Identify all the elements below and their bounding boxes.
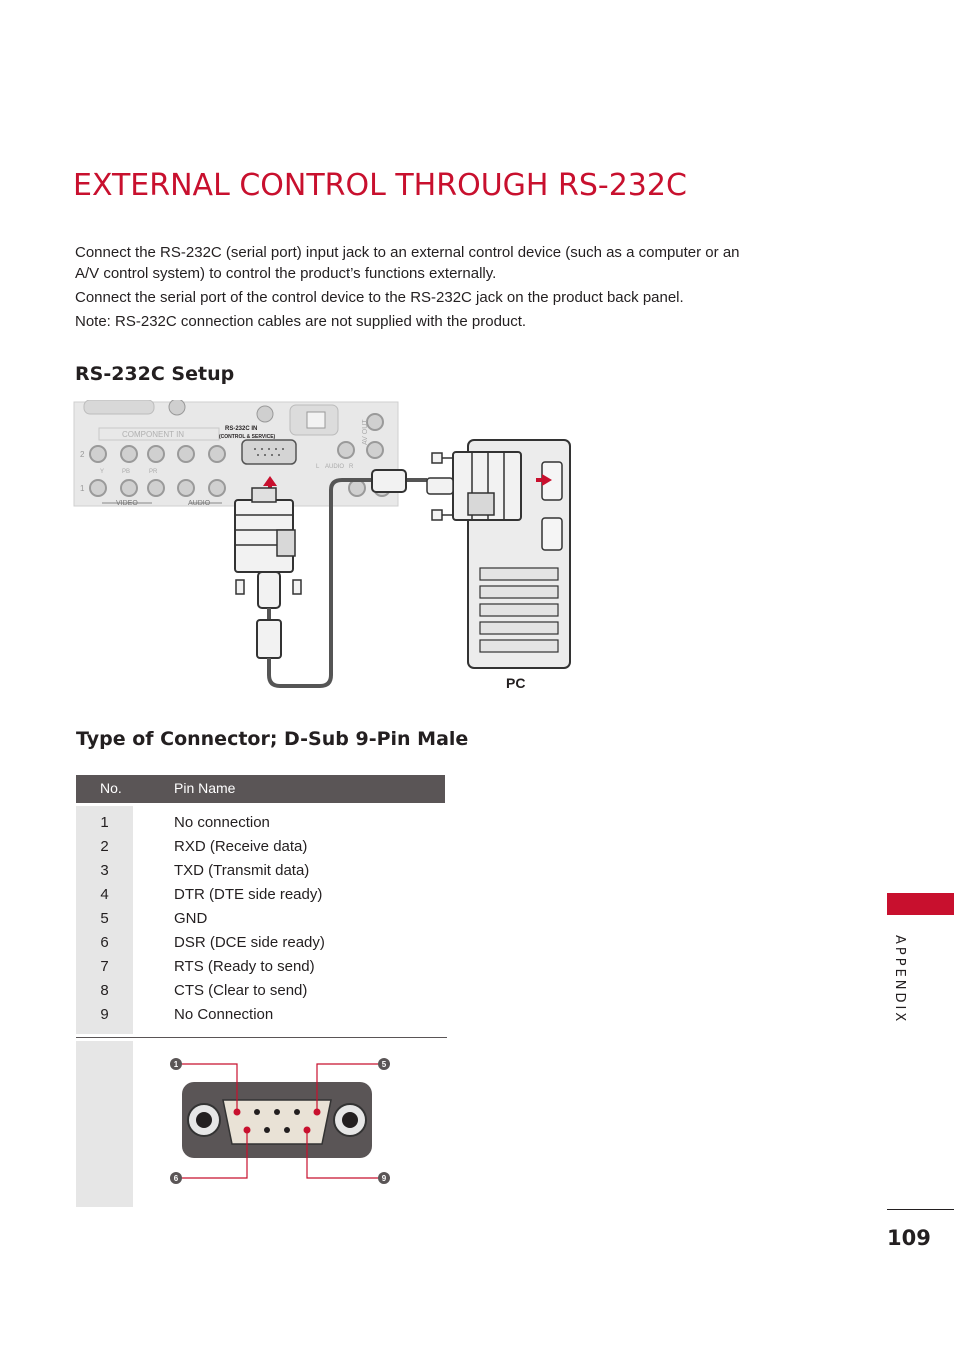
panel-connector-top bbox=[84, 400, 154, 414]
svg-text:Y: Y bbox=[100, 469, 105, 475]
page-number-rule bbox=[887, 1209, 954, 1210]
intro-paragraph-2: Connect the serial port of the control device to the RS-232C jack on the product back panel. bbox=[75, 289, 684, 306]
page-number: 109 bbox=[887, 1226, 931, 1250]
panel-jack-top-2 bbox=[257, 406, 273, 422]
svg-text:PR: PR bbox=[149, 469, 158, 475]
svg-text:VIDEO: VIDEO bbox=[116, 500, 138, 507]
svg-text:L: L bbox=[316, 464, 320, 470]
page-title: EXTERNAL CONTROL THROUGH RS-232C bbox=[73, 168, 687, 203]
pin-face bbox=[223, 1100, 331, 1144]
tv-rs232-port bbox=[242, 440, 296, 464]
intro-text bbox=[75, 242, 755, 335]
intro-paragraph-1: Connect the RS-232C (serial port) input jack to an external control device (such as a computer or an A/V control system) to control the product’s functions externally. bbox=[75, 244, 740, 282]
rs232-in-sublabel: (CONTROL & SERVICE) bbox=[219, 434, 276, 440]
pc-label: PC bbox=[506, 675, 526, 691]
svg-text:AV OUT: AV OUT bbox=[362, 419, 369, 445]
intro-paragraph-3: Note: RS-232C connection cables are not supplied with the product. bbox=[75, 313, 527, 330]
rs232-in-label: RS-232C IN bbox=[225, 426, 258, 432]
section-tab bbox=[887, 893, 954, 915]
pin-6-callout: 6 bbox=[173, 1174, 179, 1183]
svg-text:AUDIO: AUDIO bbox=[325, 464, 345, 470]
number-column-bg-2 bbox=[76, 1041, 133, 1207]
column-no-header: No. bbox=[100, 780, 122, 796]
connector-heading: Type of Connector; D-Sub 9-Pin Male bbox=[76, 728, 469, 750]
pin-table-header bbox=[76, 775, 445, 803]
pin-9-callout: 9 bbox=[381, 1174, 387, 1183]
rs232-setup-diagram bbox=[72, 400, 572, 700]
svg-text:AUDIO: AUDIO bbox=[188, 500, 211, 507]
ferrite-core bbox=[257, 620, 281, 658]
setup-heading: RS-232C Setup bbox=[75, 363, 235, 385]
component-in-label: COMPONENT IN bbox=[122, 430, 185, 439]
svg-text:R: R bbox=[349, 464, 354, 470]
svg-text:2: 2 bbox=[80, 450, 85, 459]
section-label: APPENDIX bbox=[892, 935, 907, 1025]
pin-5-callout: 5 bbox=[381, 1060, 387, 1069]
svg-text:1: 1 bbox=[80, 484, 85, 493]
panel-jack-top bbox=[169, 400, 185, 415]
pc-expansion-slots bbox=[480, 568, 558, 652]
column-pin-name-header: Pin Name bbox=[174, 780, 236, 796]
table-divider bbox=[76, 1037, 447, 1038]
pin-1-callout: 1 bbox=[173, 1060, 179, 1069]
svg-text:PB: PB bbox=[122, 469, 131, 475]
db9-male-connector-diagram bbox=[160, 1050, 400, 1190]
